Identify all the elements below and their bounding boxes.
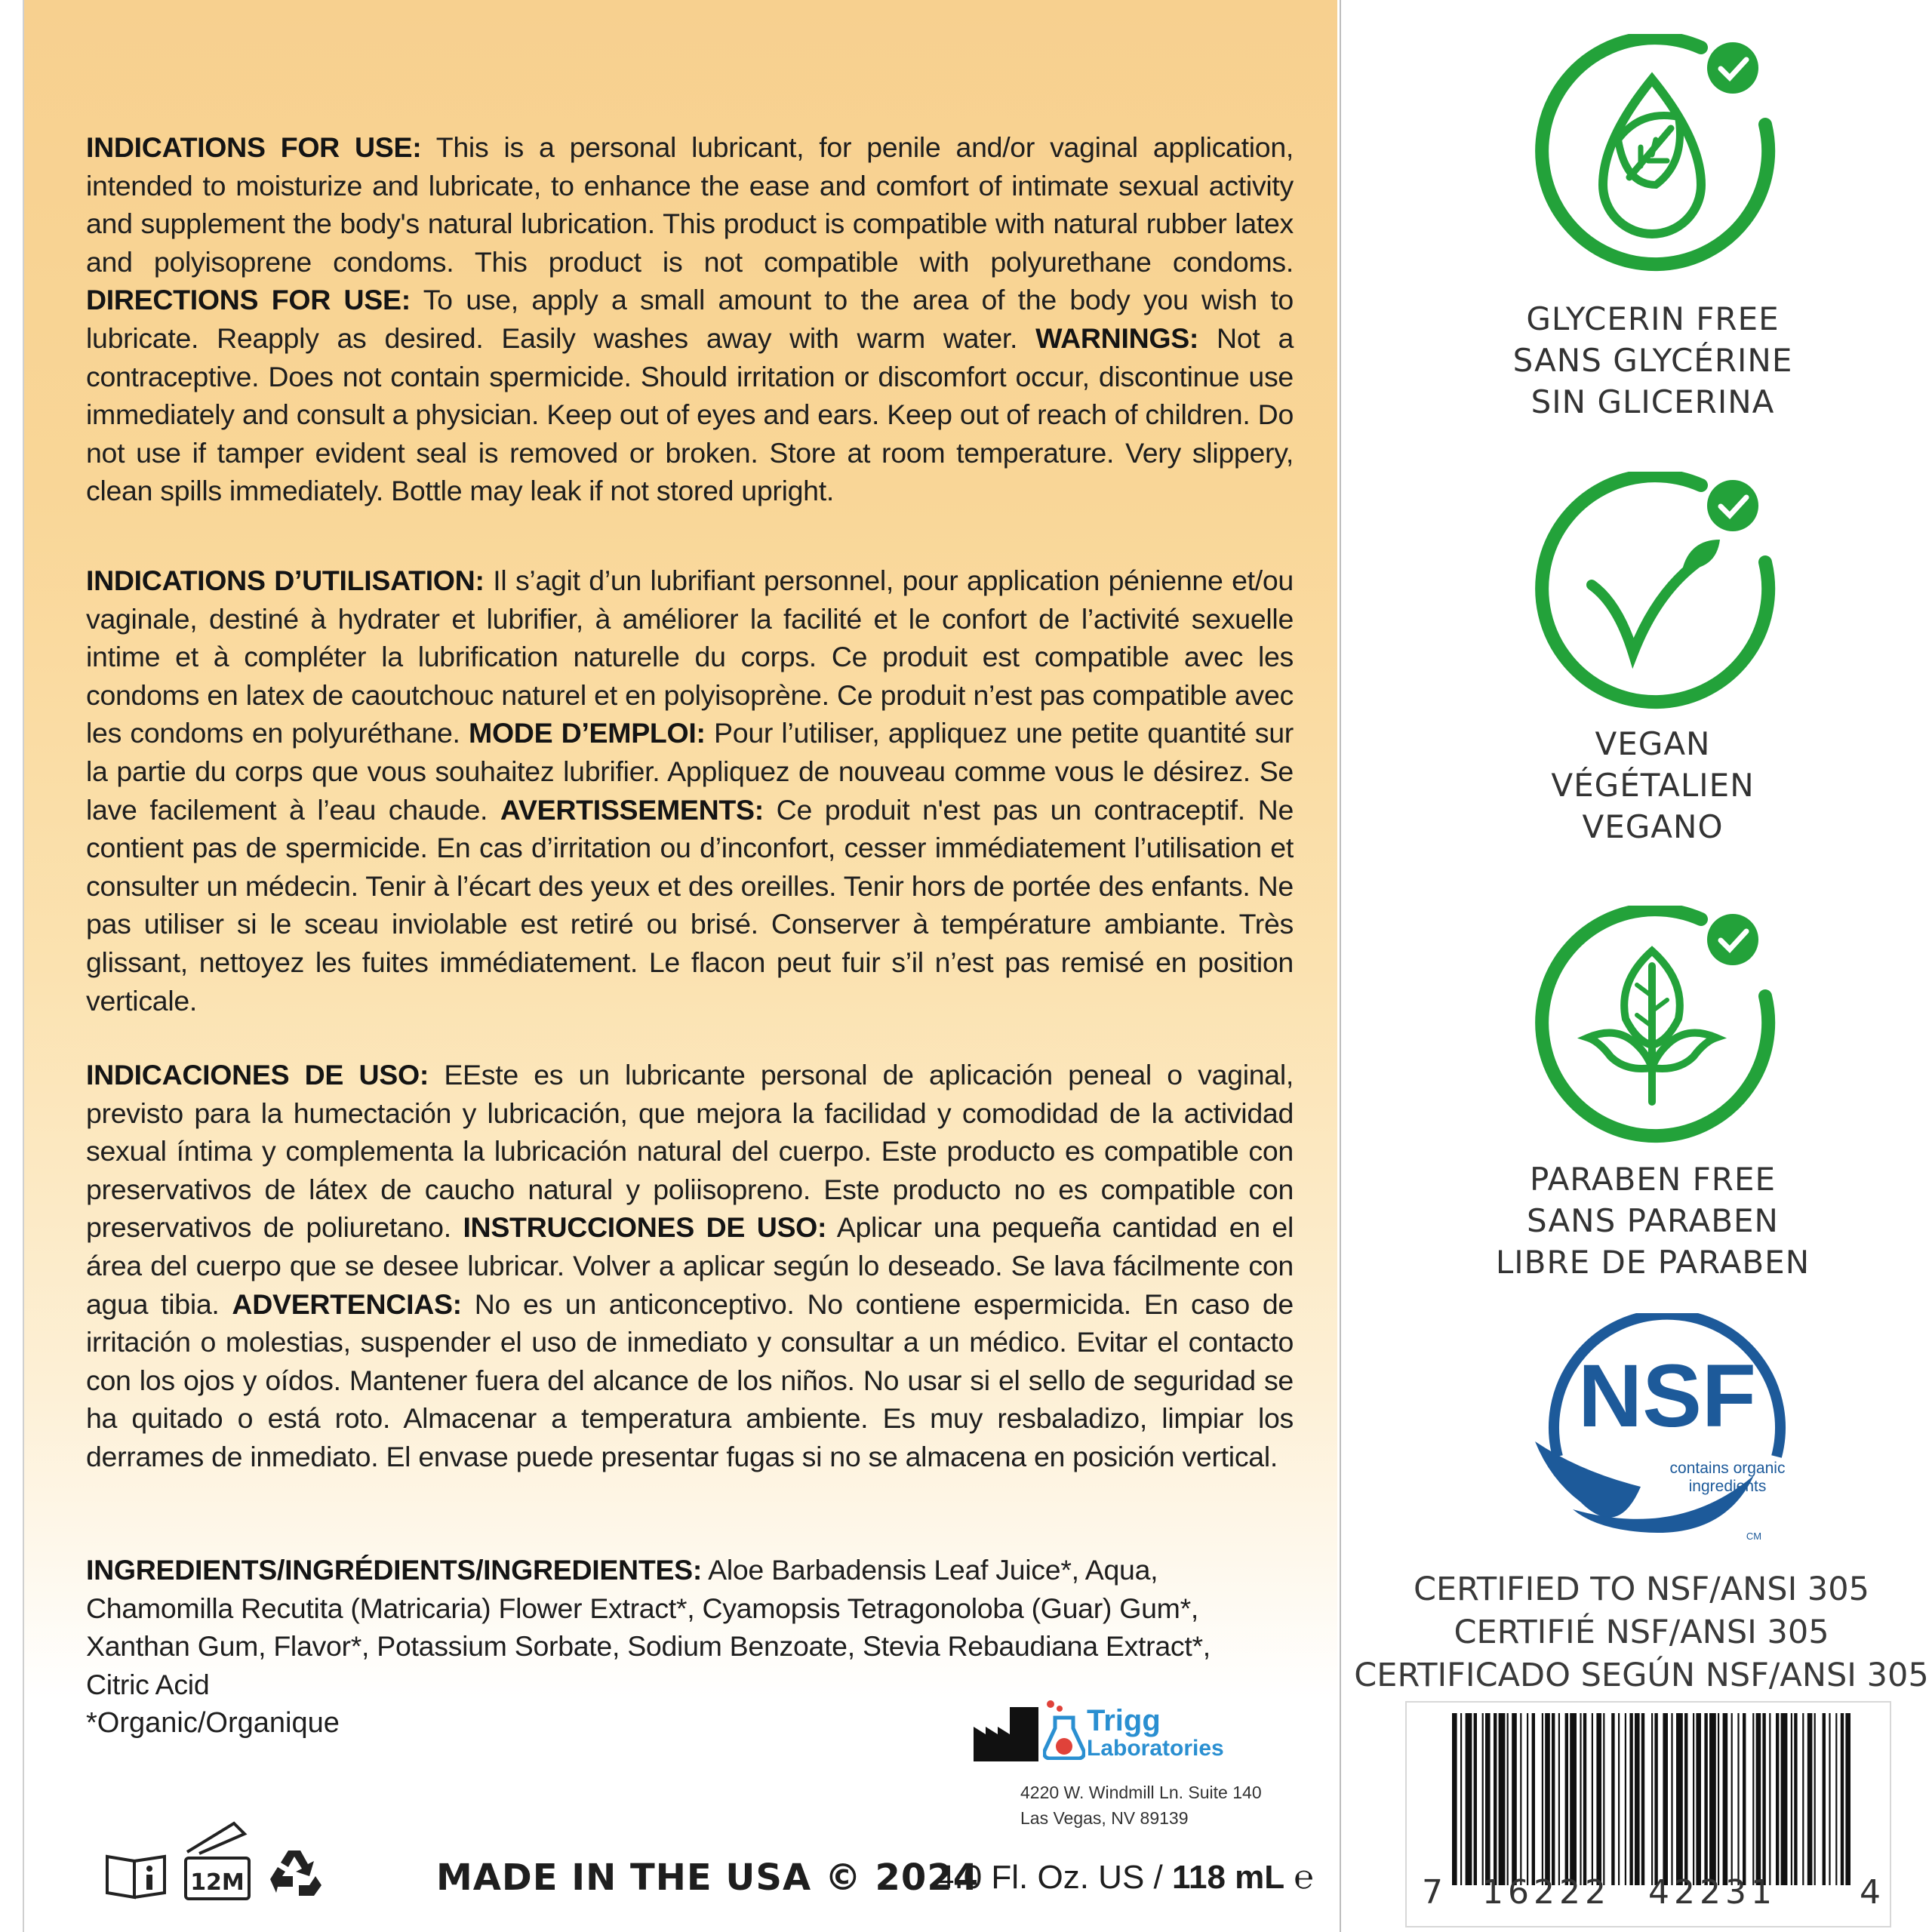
barcode-bar (1776, 1713, 1779, 1885)
badge-line-es: LIBRE DE PARABEN (1495, 1244, 1810, 1281)
barcode-bar (1696, 1713, 1701, 1885)
barcode-bar (1807, 1713, 1813, 1885)
barcode-bar (1625, 1713, 1626, 1885)
barcode-bar (1723, 1713, 1728, 1885)
badge-line-fr: VÉGÉTALIEN (1551, 767, 1755, 804)
barcode-bar (1676, 1713, 1683, 1885)
directions-heading: MODE D’EMPLOI: (469, 717, 706, 749)
indications-heading: INDICACIONES DE USO: (86, 1059, 429, 1091)
barcode-bar (1460, 1713, 1462, 1885)
barcode-digits-right: 42231 (1648, 1873, 1777, 1912)
barcode-bar (1565, 1713, 1568, 1885)
cert-line-en: CERTIFIED TO NSF/ANSI 305 (1413, 1571, 1869, 1608)
indications-heading: INDICATIONS D’UTILISATION: (86, 565, 485, 596)
barcode-bar (1791, 1713, 1792, 1885)
indications-heading: INDICATIONS FOR USE: (86, 131, 422, 163)
ingredients-heading: INGREDIENTS/INGRÉDIENTS/INGREDIENTES: (86, 1554, 703, 1586)
warnings-heading: WARNINGS: (1035, 321, 1199, 354)
badge-line-fr: SANS GLYCÉRINE (1512, 342, 1793, 379)
indications-text: EEste es un lubricante personal de aplicación peneal o vaginal, previsto para la humectación y lubricación, que mejora la facilidad y comodidad de la actividad sexual íntima y complementa la lubricación natural del cuerpo. Este producto es compatible con preservativos de látex de caucho natural y poliisopreno. Este producto no es compatible con preservativos de poliuretano. (86, 1059, 1294, 1244)
warnings-heading: ADVERTENCIAS: (232, 1287, 462, 1320)
ingredients-list (86, 1551, 1278, 1703)
warnings-text: No es un anticonceptivo. No contiene espermicida. En caso de irritación o molestias, suspender el uso de inmediato y consultar a un médico. Evitar el contacto con los ojos y oídos. Mantener fuera del alcance de los niños. No usar si el sello de seguridad se ha quitado o está roto. Almacenar a temperatura ambiente. Es muy resbaladizo, limpiar los derrames de inmediato. El envase puede presentar fugas si no se almacena en posición vertical. (86, 1287, 1294, 1472)
barcode-bar (1603, 1713, 1604, 1885)
recycle-icon (266, 1846, 323, 1900)
pao-label: 12M (190, 1869, 245, 1896)
barcode-bar (1829, 1713, 1830, 1885)
barcode-digits-left: 16222 (1482, 1873, 1611, 1912)
ingredients-text: Aloe Barbadensis Leaf Juice*, Aqua, Chamomilla Recutita (Matricaria) Flower Extract*, Cyamopsis Tetragonoloba (Guar) Gum*, Xanthan Gum, Flavor*, Potassium Sorbate, Sodium Benzoate, Stevia Rebaudiana Extract*, Citric Acid (86, 1554, 1211, 1700)
warnings-heading: AVERTISSEMENTS: (500, 793, 764, 826)
barcode-bar (1635, 1713, 1640, 1885)
barcode-bar (1580, 1713, 1581, 1885)
badge-line-en: VEGAN (1595, 725, 1711, 762)
barcode-bar (1596, 1713, 1601, 1885)
made-in-usa: MADE IN THE USA © 2024 (436, 1857, 980, 1899)
barcode-digit-system: 7 (1422, 1873, 1443, 1912)
barcode-bar (1769, 1713, 1770, 1885)
barcode-bar (1466, 1713, 1472, 1885)
panel-divider (1340, 0, 1341, 1932)
nsf-logo-text: NSF (1578, 1346, 1756, 1446)
barcode-bar (1671, 1713, 1672, 1885)
barcode-bar (1558, 1713, 1560, 1885)
barcode-bar (1485, 1713, 1491, 1885)
indications-text: This is a personal lubricant, for penile and/or vaginal application, intended to moisturize and lubricate, to enhance the ease and comfort of intimate sexual activity and supplement the body's natural lubrication. This product is compatible with natural rubber latex and polyisoprene condoms. This product is not compatible with polyurethane condoms. (86, 131, 1294, 278)
indications-english (86, 128, 1294, 510)
badge-line-es: SIN GLICERINA (1531, 383, 1775, 420)
volume-text: 4.0 Fl. Oz. US / (936, 1859, 1172, 1896)
barcode-bar (1618, 1713, 1620, 1885)
directions-heading: INSTRUCCIONES DE USO: (463, 1211, 827, 1244)
address-line-1: 4220 W. Windmill Ln. Suite 140 (1020, 1783, 1262, 1802)
barcode-bar (1499, 1713, 1506, 1885)
barcode-bar (1532, 1713, 1535, 1885)
barcode-bar (1651, 1713, 1653, 1885)
volume-metric: 118 mL (1171, 1859, 1285, 1896)
barcode-bar (1629, 1713, 1632, 1885)
manufacturer-name: Trigg (1087, 1704, 1161, 1737)
manufacturer-name-sub: Laboratories (1087, 1736, 1224, 1761)
barcode-bar (1823, 1713, 1826, 1885)
estimated-sign-icon: ℮ (1294, 1859, 1314, 1896)
barcode-bar (1737, 1713, 1739, 1885)
barcode-bar (1814, 1713, 1816, 1885)
directions-heading: DIRECTIONS FOR USE: (86, 284, 411, 316)
barcode-bar (1641, 1713, 1644, 1885)
badge-vegan-label (1479, 723, 1826, 848)
barcode-bar (1452, 1713, 1457, 1885)
barcode-bar (1845, 1713, 1850, 1885)
barcode-bar (1527, 1713, 1528, 1885)
badge-line-en: PARABEN FREE (1529, 1161, 1777, 1198)
organic-note: *Organic/Organique (86, 1707, 340, 1739)
barcode-bar (1583, 1713, 1586, 1885)
barcode-bar (1693, 1713, 1694, 1885)
badge-line-en: GLYCERIN FREE (1526, 300, 1780, 337)
indications-text: Il s’agit d’un lubrifiant personnel, pour application pénienne et/ou vaginale, destiné à hydrater et lubrifier, à améliorer la facilité et le confort de l’activité sexuelle intime et à compléter la lubrification naturelle du corps. Ce produit est compatible avec les condoms en latex de caoutchouc naturel et en polyisoprène. Ce produit n’est pas compatible avec les condoms en polyuréthane. (86, 565, 1294, 749)
barcode-bar (1474, 1713, 1477, 1885)
badge-glycerin-free-label (1479, 298, 1826, 423)
nsf-subtext-1: contains organic (1669, 1460, 1786, 1477)
barcode-bar (1756, 1713, 1761, 1885)
trigg-flask-icon (1043, 1698, 1085, 1760)
leaf-drop-icon (1527, 34, 1777, 283)
instructions-book-icon (104, 1854, 168, 1900)
nsf-mark: CM (1746, 1531, 1762, 1542)
barcode-bar (1835, 1713, 1837, 1885)
cert-line-es: CERTIFICADO SEGÚN NSF/ANSI 305 (1354, 1657, 1929, 1694)
net-volume (936, 1859, 1314, 1897)
warnings-text: Not a contraceptive. Does not contain spermicide. Should irritation or discomfort occur, discontinue use immediately and consult a physician. Keep out of eyes and ears. Keep out of reach of children. Do not use if tamper evident seal is removed or broken. Store at room temperature. Very slippery, clean spills immediately. Bottle may leak if not stored upright. (86, 321, 1294, 507)
barcode-bar (1762, 1713, 1765, 1885)
barcode-bar (1542, 1713, 1543, 1885)
barcode-bar (1704, 1713, 1707, 1885)
nsf-certification-text (1351, 1568, 1932, 1697)
barcode-bar (1684, 1713, 1687, 1885)
barcode-bar (1482, 1713, 1484, 1885)
barcode-bar (1743, 1713, 1746, 1885)
directions-text: Pour l’utiliser, appliquez une petite quantité sur la partie du corps que vous souhaitez lubrifier. Appliquez de nouveau comme vous le désirez. Se lave facilement à l’eau chaude. (86, 717, 1294, 826)
barcode-bar (1520, 1713, 1521, 1885)
barcode-bar (1794, 1713, 1797, 1885)
barcode-bar (1802, 1713, 1804, 1885)
barcode-bar (1494, 1713, 1497, 1885)
barcode-bar (1545, 1713, 1550, 1885)
barcode-bars (1452, 1713, 1852, 1885)
barcode-bar (1570, 1713, 1577, 1885)
barcode-bar (1718, 1713, 1719, 1885)
barcode-bar (1781, 1713, 1788, 1885)
badge-paraben-free-label (1479, 1158, 1826, 1283)
plant-icon (1527, 906, 1777, 1155)
barcode-bar (1709, 1713, 1716, 1885)
barcode-bar (1663, 1713, 1668, 1885)
open-jar-pao-icon (181, 1820, 254, 1903)
badge-line-es: VEGANO (1582, 808, 1724, 845)
barcode-bar (1841, 1713, 1844, 1885)
vegan-check-icon (1527, 472, 1777, 721)
barcode (1405, 1701, 1891, 1927)
cert-line-fr: CERTIFIÉ NSF/ANSI 305 (1454, 1614, 1829, 1651)
barcode-digit-check: 4 (1860, 1873, 1881, 1912)
left-edge-divider (23, 0, 24, 1932)
barcode-bar (1654, 1713, 1657, 1885)
indications-spanish (86, 1056, 1294, 1476)
directions-text: Aplicar una pequeña cantidad en el área del cuerpo que se desee lubricar. Volver a aplicar según lo deseado. Se lava fácilmente con agua tibia. (86, 1211, 1294, 1320)
barcode-bar (1731, 1713, 1733, 1885)
barcode-bar (1752, 1713, 1754, 1885)
address-line-2: Las Vegas, NV 89139 (1020, 1808, 1189, 1828)
nsf-subtext-2: ingredients (1688, 1478, 1767, 1495)
barcode-bar (1552, 1713, 1555, 1885)
nsf-logo (1527, 1313, 1807, 1547)
warnings-text: Ce produit n'est pas un contraceptif. Ne contient pas de spermicide. En cas d’irritation ou d’inconfort, cesser immédiatement l’utilisation et consulter un médecin. Tenir à l’écart des yeux et des oreilles. Tenir hors de portée des enfants. Ne pas utiliser si le sceau inviolable est retiré ou brisé. Conserver à température ambiante. Très glissant, nettoyez les fuites immédiatement. Le flacon peut fuir s’il n’est pas remisé en position verticale. (86, 793, 1294, 1017)
barcode-bar (1512, 1713, 1517, 1885)
badge-line-fr: SANS PARABEN (1527, 1202, 1779, 1239)
barcode-bar (1507, 1713, 1509, 1885)
indications-french (86, 561, 1294, 1020)
directions-text: To use, apply a small amount to the area of the body you wish to lubricate. Reapply as desired. Easily washes away with warm water. (86, 284, 1294, 354)
barcode-bar (1592, 1713, 1593, 1885)
factory-icon (974, 1707, 1038, 1761)
barcode-bar (1611, 1713, 1614, 1885)
